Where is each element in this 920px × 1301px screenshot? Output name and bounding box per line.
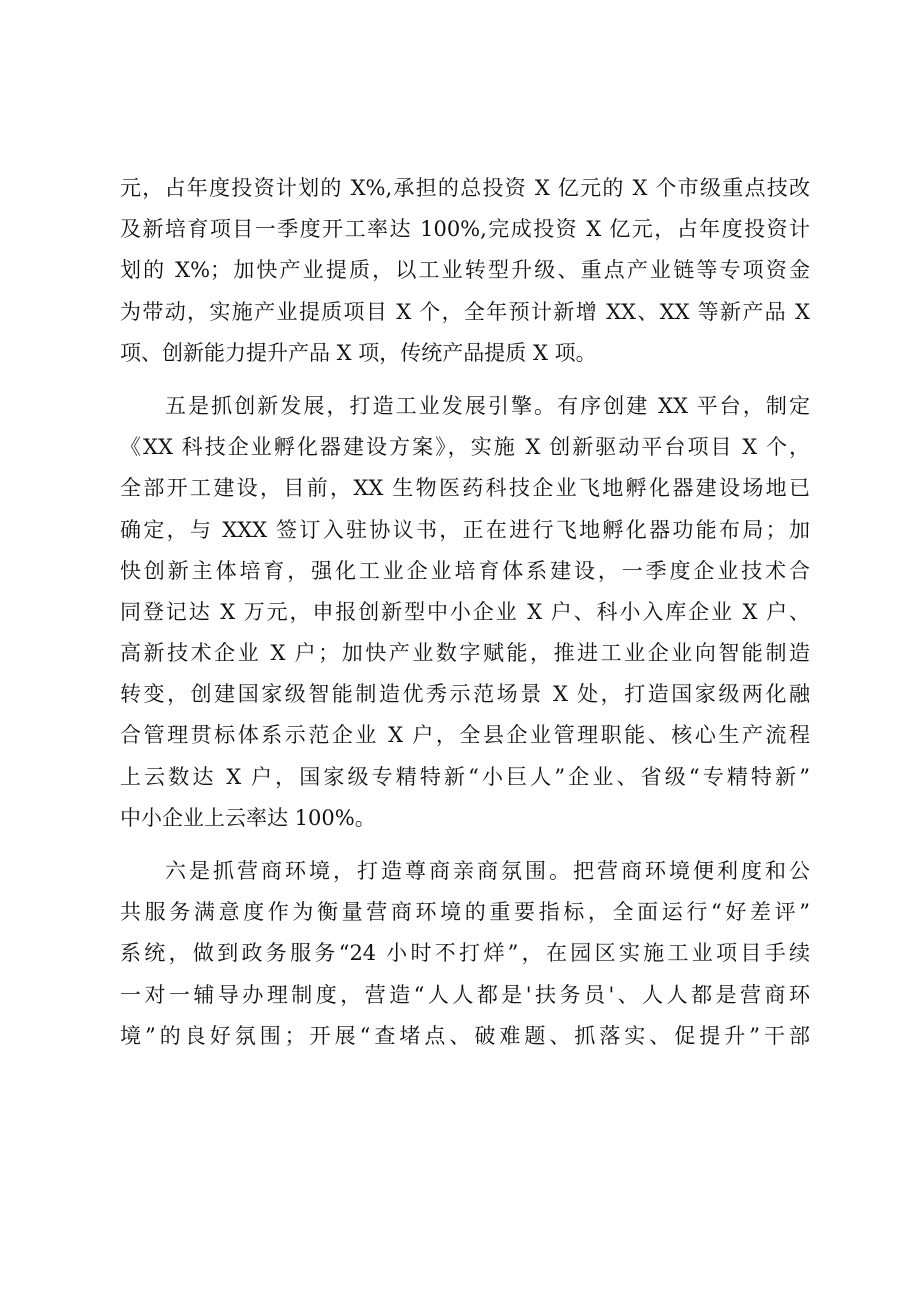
paragraph-2: [120, 386, 810, 839]
document-body: [120, 168, 810, 1057]
text-line: 转变，创建国家级智能制造优秀示范场景 X 处，打造国家级两化融: [120, 682, 810, 707]
text-line: 共服务满意度作为衡量营商环境的重要指标，全面运行“好差评”: [120, 900, 810, 925]
text-line: 确定，与 XXX 签订入驻协议书，正在进行飞地孵化器功能布局；加: [120, 517, 810, 542]
text-line: 一对一辅导办理制度，营造“人人都是'扶务员'、人人都是营商环: [120, 982, 810, 1007]
text-line: 高新技术企业 X 户；加快产业数字赋能，推进工业企业向智能制造: [120, 641, 810, 666]
paragraph-1: [120, 168, 810, 374]
text-line: 项、创新能力提升产品 X 项，传统产品提质 X 项。: [120, 340, 597, 365]
text-line: 元，占年度投资计划的 X%,承担的总投资 X 亿元的 X 个市级重点技改: [120, 176, 810, 200]
text-line: 《XX 科技企业孵化器建设方案》，实施 X 创新驱动平台项目 X 个，: [120, 435, 810, 460]
text-line: 上云数达 X 户，国家级专精特新“小巨人”企业、省级“专精特新”: [120, 764, 810, 789]
text-line: 划的 X%；加快产业提质，以工业转型升级、重点产业链等专项资金: [120, 258, 810, 283]
text-line: 快创新主体培育，强化工业企业培育体系建设，一季度企业技术合: [120, 558, 810, 583]
paragraph-gap: [120, 374, 810, 386]
paragraph-3: [120, 851, 810, 1057]
text-line: 境”的良好氛围；开展“查堵点、破难题、抓落实、促提升”干部: [120, 1023, 810, 1048]
text-line: 五是抓创新发展，打造工业发展引擎。有序创建 XX 平台，制定: [165, 393, 810, 418]
text-line: 系统，做到政务服务“24 小时不打烊”，在园区实施工业项目手续: [120, 941, 810, 966]
text-line: 及新培育项目一季度开工率达 100%,完成投资 X 亿元，占年度投资计: [120, 217, 810, 242]
paragraph-gap: [120, 839, 810, 851]
text-line: 合管理贯标体系示范企业 X 户，全县企业管理职能、核心生产流程: [120, 723, 810, 748]
text-line: 六是抓营商环境，打造尊商亲商氛围。把营商环境便利度和公: [165, 859, 810, 883]
text-line: 全部开工建设，目前，XX 生物医药科技企业飞地孵化器建设场地已: [120, 476, 810, 501]
text-line: 中小企业上云率达 100%。: [120, 805, 376, 830]
text-line: 为带动，实施产业提质项目 X 个，全年预计新增 XX、XX 等新产品 X: [120, 299, 810, 324]
text-line: 同登记达 X 万元，申报创新型中小企业 X 户、科小入库企业 X 户、: [120, 599, 810, 624]
